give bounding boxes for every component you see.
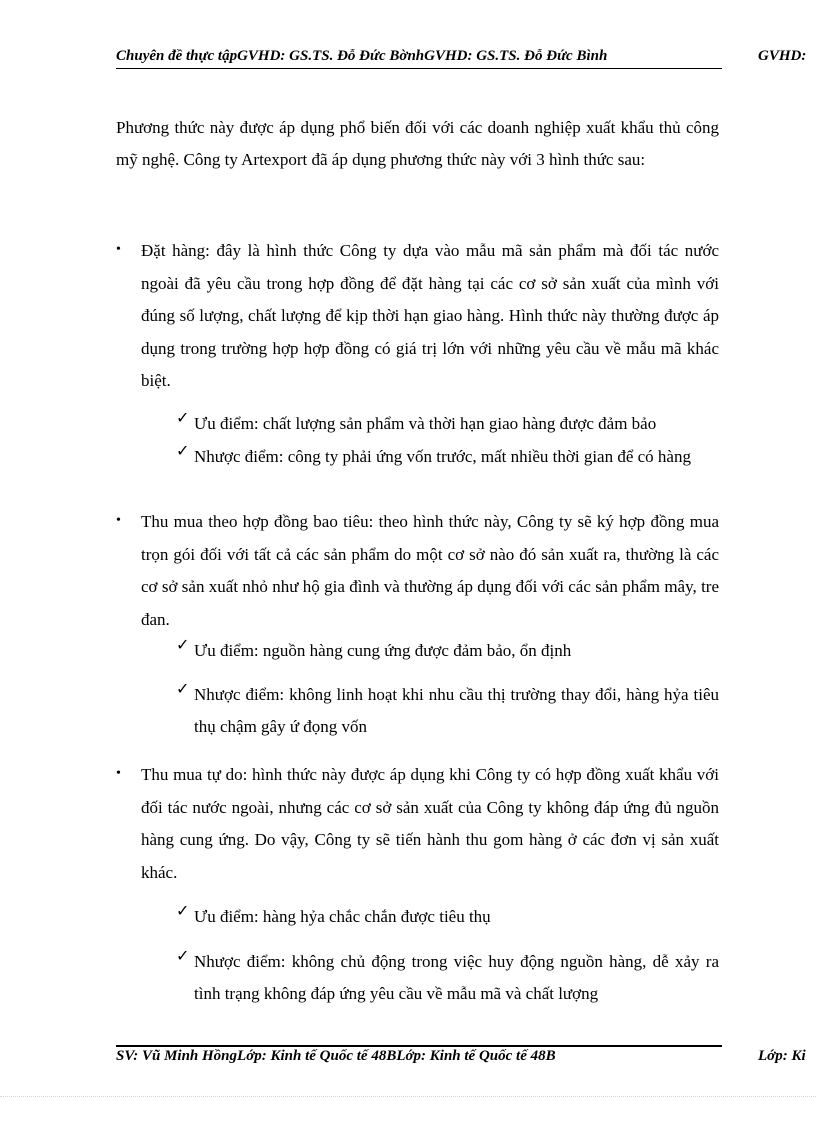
sub-item-text: Ưu điểm: nguồn hàng cung ứng được đảm bảo, ổn định [194,641,572,660]
bullet-text: Đặt hàng: đây là hình thức Công ty dựa vào mẫu mã sản phẩm mà đối tác nước ngoài đã yêu cầu trong hợp đồng để đặt hàng tại các cơ sở sản xuất của mình với đúng số lượng, chất lượng để kịp thời hạn giao hàng. Hình thức này thường được áp dụng trong trường hợp hợp đồng có giá trị lớn với những yêu cầu về mẫu mã khác biệt. [141,241,719,390]
header-right-text: GVHD: [758,48,807,64]
checkmark-icon: ✓ [176,903,190,920]
checkmark-icon: ✓ [176,637,190,654]
checkmark-icon: ✓ [176,948,190,965]
bullet-icon: • [116,766,121,781]
sub-item-text: Nhược điểm: không linh hoạt khi nhu cầu thị trường thay đổi, hàng hỷa tiêu thụ chậm gây ứ đọng vốn [194,685,719,736]
bullet-icon: • [116,242,121,257]
sub-item-text: Ưu điểm: hàng hỷa chắc chắn được tiêu thụ [194,907,491,926]
bullet-icon: • [116,513,121,528]
header-left-text: Chuyên đề thực tậpGVHD: GS.TS. Đỗ Đức BờnhGVHD: GS.TS. Đỗ Đức Bình [116,48,608,64]
bullet-text: Thu mua theo hợp đồng bao tiêu: theo hình thức này, Công ty sẽ ký hợp đồng mua trọn gói đối với tất cả các sản phẩm do một cơ sở nào đó sản xuất ra, thường là các cơ sở sản xuất nhỏ như hộ gia đình và thường áp dụng đối với các sản phẩm mây, tre đan. [141,512,719,629]
footer-divider [116,1045,722,1047]
bullet-text: Thu mua tự do: hình thức này được áp dụng khi Công ty có hợp đồng xuất khẩu với đối tác nước ngoài, nhưng các cơ sở sản xuất của Công ty không đáp ứng đủ nguồn hàng cung ứng. Do vậy, Công ty sẽ tiến hành thu gom hàng ở các đơn vị sản xuất khác. [141,765,719,882]
checkmark-icon: ✓ [176,443,190,460]
checkmark-icon: ✓ [176,681,190,698]
sub-item-text: Ưu điểm: chất lượng sản phẩm và thời hạn giao hàng được đảm bảo [194,414,657,433]
sub-item-text: Nhược điểm: không chủ động trong việc huy động nguồn hàng, dễ xảy ra tình trạng không đáp ứng yêu cầu về mẫu mã và chất lượng [194,952,719,1003]
checkmark-icon: ✓ [176,410,190,427]
footer-right-text: Lớp: Ki [758,1048,806,1064]
page-edge-dotted-line [0,1096,816,1097]
intro-paragraph: Phương thức này được áp dụng phổ biến đối với các doanh nghiệp xuất khẩu thủ công mỹ nghệ. Công ty Artexport đã áp dụng phương thức này với 3 hình thức sau: [116,118,719,169]
sub-item-text: Nhược điểm: công ty phải ứng vốn trước, mất nhiều thời gian để có hàng [194,447,691,466]
page-footer [116,1048,816,1072]
header-divider [116,68,722,69]
footer-left-text: SV: Vũ Minh HồngLớp: Kinh tế Quốc tế 48BLớp: Kinh tế Quốc tế 48B [116,1048,556,1064]
